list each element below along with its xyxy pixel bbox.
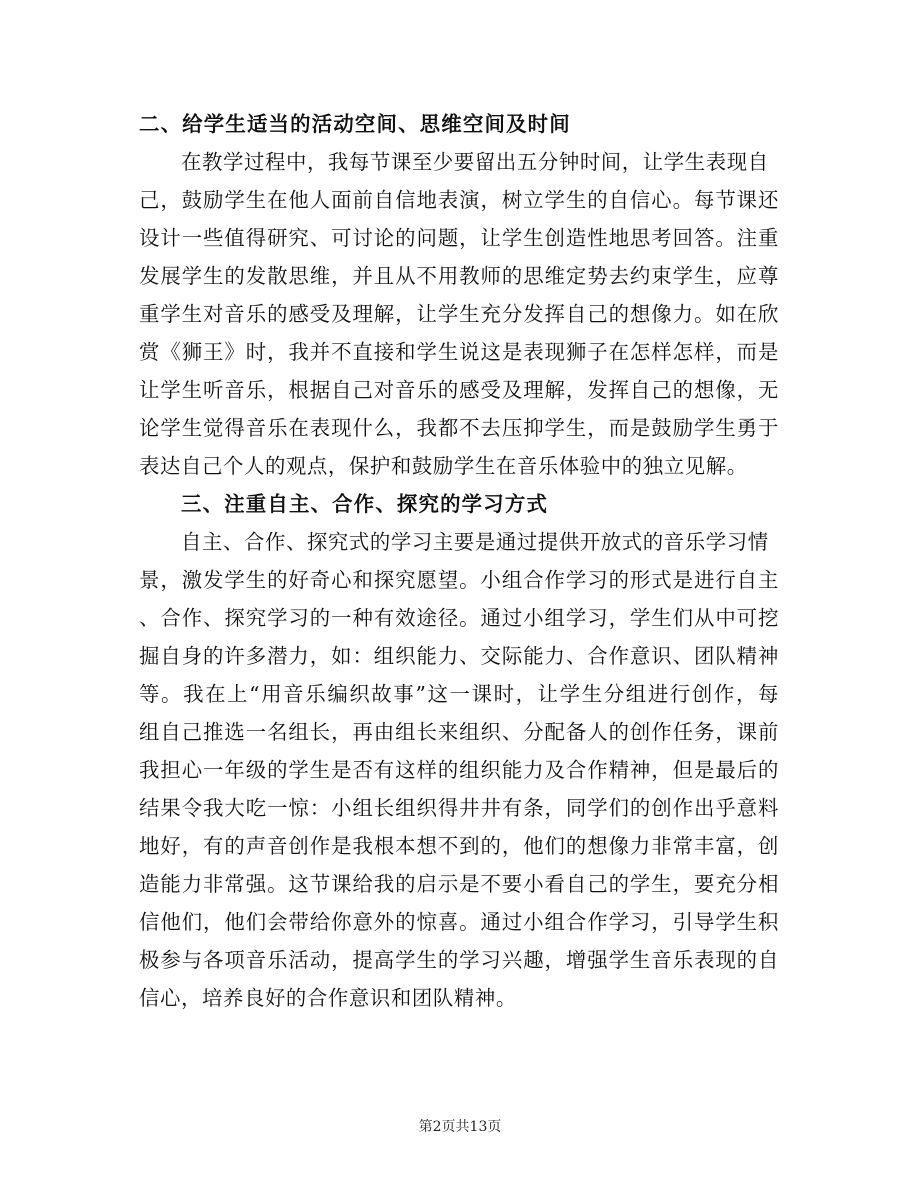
- paragraph-line: 结果令我大吃一惊：小组长组织得井井有条，同学们的创作出乎意料: [139, 796, 779, 820]
- paragraph-line: 设计一些值得研究、可讨论的问题，让学生创造性地思考回答。注重: [139, 226, 779, 250]
- section-heading-2: 二、给学生适当的活动空间、思维空间及时间: [139, 112, 571, 136]
- page-number-footer: 第2页共13页: [418, 1119, 502, 1135]
- paragraph-line: 重学生对音乐的感受及理解，让学生充分发挥自己的想像力。如在欣: [139, 302, 779, 326]
- paragraph-line: 组自己推选一名组长，再由组长来组织、分配备人的创作任务，课前: [139, 720, 779, 744]
- paragraph-line: 造能力非常强。这节课给我的启示是不要小看自己的学生，要充分相: [139, 872, 779, 896]
- paragraph-line: 在教学过程中，我每节课至少要留出五分钟时间，让学生表现自: [181, 150, 769, 174]
- paragraph-line: 地好，有的声音创作是我根本想不到的，他们的想像力非常丰富，创: [139, 834, 779, 858]
- paragraph-line: 掘自身的许多潜力，如：组织能力、交际能力、合作意识、团队精神: [139, 644, 779, 668]
- paragraph-line: 景，激发学生的好奇心和探究愿望。小组合作学习的形式是进行自主: [139, 568, 779, 592]
- paragraph-line: 、合作、探究学习的一种有效途径。通过小组学习，学生们从中可挖: [139, 606, 779, 630]
- paragraph-line: 赏《狮王》时，我并不直接和学生说这是表现狮子在怎样怎样，而是: [139, 340, 779, 364]
- paragraph-line: 己，鼓励学生在他人面前自信地表演，树立学生的自信心。每节课还: [139, 188, 779, 212]
- paragraph-line: 极参与各项音乐活动，提高学生的学习兴趣，增强学生音乐表现的自: [139, 948, 779, 972]
- paragraph-line: 表达自己个人的观点，保护和鼓励学生在音乐体验中的独立见解。: [139, 454, 748, 478]
- paragraph-line: 信心，培养良好的合作意识和团队精神。: [139, 986, 517, 1010]
- paragraph-line: 我担心一年级的学生是否有这样的组织能力及合作精神，但是最后的: [139, 758, 779, 782]
- paragraph-line: 论学生觉得音乐在表现什么，我都不去压抑学生，而是鼓励学生勇于: [139, 416, 779, 440]
- paragraph-line: 信他们，他们会带给你意外的惊喜。通过小组合作学习，引导学生积: [139, 910, 779, 934]
- paragraph-line: 自主、合作、探究式的学习主要是通过提供开放式的音乐学习情: [181, 530, 769, 554]
- section-heading-3: 三、注重自主、合作、探究的学习方式: [181, 492, 549, 516]
- paragraph-line: 等。我在上“用音乐编织故事”这一课时，让学生分组进行创作，每: [139, 682, 779, 706]
- paragraph-line: 让学生听音乐，根据自己对音乐的感受及理解，发挥自己的想像，无: [139, 378, 779, 402]
- paragraph-line: 发展学生的发散思维，并且从不用教师的思维定势去约束学生，应尊: [139, 264, 779, 288]
